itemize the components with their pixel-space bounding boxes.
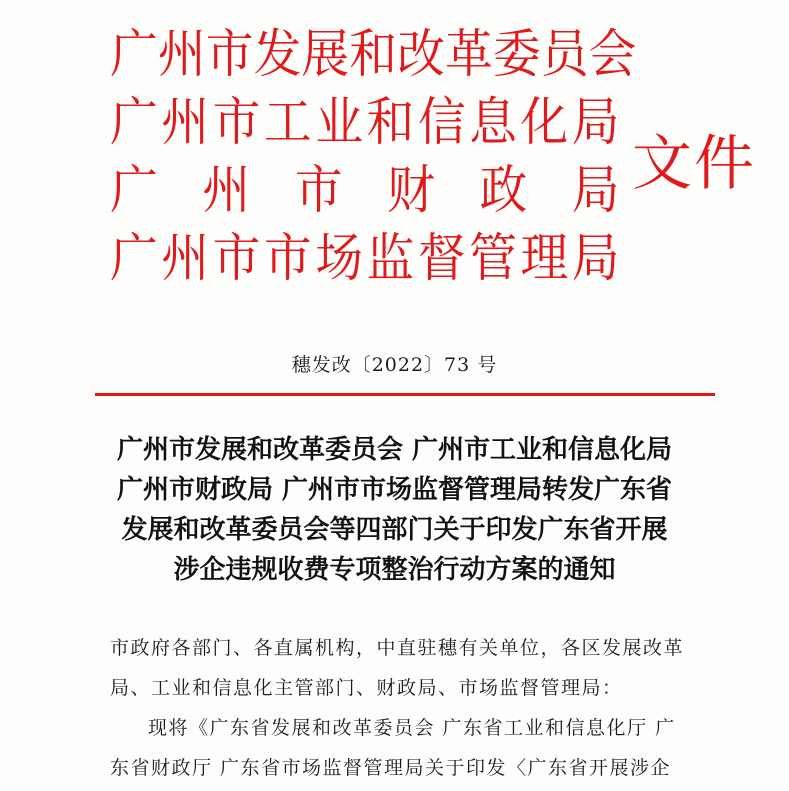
paragraph-line: 东省财政厅 广东省市场监督管理局关于印发〈广东省开展涉企 xyxy=(110,757,672,779)
issuer-char: 革 xyxy=(444,25,493,85)
issuer-char: 局 xyxy=(571,161,620,221)
issuer-char: 市 xyxy=(294,161,343,221)
paragraph-line: 现将《广东省发展和改革委员会 广东省工业和信息化厅 广 xyxy=(148,717,676,739)
issuer-char: 管 xyxy=(469,229,517,289)
title-line: 广州市发展和改革委员会 广州市工业和信息化局 xyxy=(116,435,673,465)
title-line: 广州市财政局 广州市市场监督管理局转发广东省 xyxy=(116,475,673,505)
issuer-char: 广 xyxy=(110,161,158,221)
issuer-char: 市 xyxy=(212,229,261,289)
issuer-char: 市 xyxy=(212,93,261,153)
issuer-char: 工 xyxy=(263,93,312,153)
title-line: 发展和改革委员会等四部门关于印发广东省开展 xyxy=(121,515,668,545)
issuer-block xyxy=(110,22,637,294)
issuer-char: 州 xyxy=(157,25,206,85)
issuer-char: 和 xyxy=(366,93,415,153)
issuer-line-finance xyxy=(110,158,620,226)
issuer-char: 市 xyxy=(205,25,254,85)
issuer-char: 广 xyxy=(110,93,158,153)
issuer-char: 局 xyxy=(571,93,620,153)
issuer-char: 委 xyxy=(492,25,541,85)
issuer-char: 政 xyxy=(479,161,528,221)
issuer-char: 展 xyxy=(301,25,350,85)
document-body xyxy=(110,628,700,788)
issuer-char: 理 xyxy=(520,229,569,289)
issuer-line-ndrc xyxy=(110,22,637,90)
issuer-line-market xyxy=(110,226,620,294)
issuer-char: 州 xyxy=(161,229,210,289)
issuer-char: 督 xyxy=(417,229,466,289)
red-divider xyxy=(95,393,715,396)
issuer-char: 和 xyxy=(349,25,398,85)
issuer-char: 信 xyxy=(417,93,466,153)
issuer-char: 广 xyxy=(110,229,158,289)
issuer-char: 州 xyxy=(202,161,251,221)
issuer-char: 财 xyxy=(387,161,435,221)
issuer-line-miit xyxy=(110,90,620,158)
document-number: 穗发改〔2022〕73 号 xyxy=(291,354,498,376)
issuer-char: 场 xyxy=(315,229,364,289)
title-line: 涉企违规收费专项整治行动方案的通知 xyxy=(173,555,616,585)
issuer-char: 会 xyxy=(588,25,637,85)
issuer-char: 局 xyxy=(571,229,620,289)
issuer-char: 广 xyxy=(110,25,158,85)
document-title xyxy=(80,430,709,590)
addressee-line: 市政府各部门、各直属机构，中直驻穗有关单位，各区发展改革 xyxy=(110,637,685,659)
issuer-char: 市 xyxy=(263,229,312,289)
issuer-char: 监 xyxy=(366,229,415,289)
issuer-char: 业 xyxy=(315,93,364,153)
issuer-char: 息 xyxy=(469,93,517,153)
issuer-char: 州 xyxy=(161,93,210,153)
issuer-char: 改 xyxy=(397,25,445,85)
document-suffix: 文件 xyxy=(632,129,756,199)
issuer-char: 发 xyxy=(253,25,302,85)
issuer-char: 化 xyxy=(520,93,569,153)
addressee-line: 局、工业和信息化主管部门、财政局、市场监督管理局： xyxy=(110,677,623,699)
issuer-char: 员 xyxy=(540,25,589,85)
